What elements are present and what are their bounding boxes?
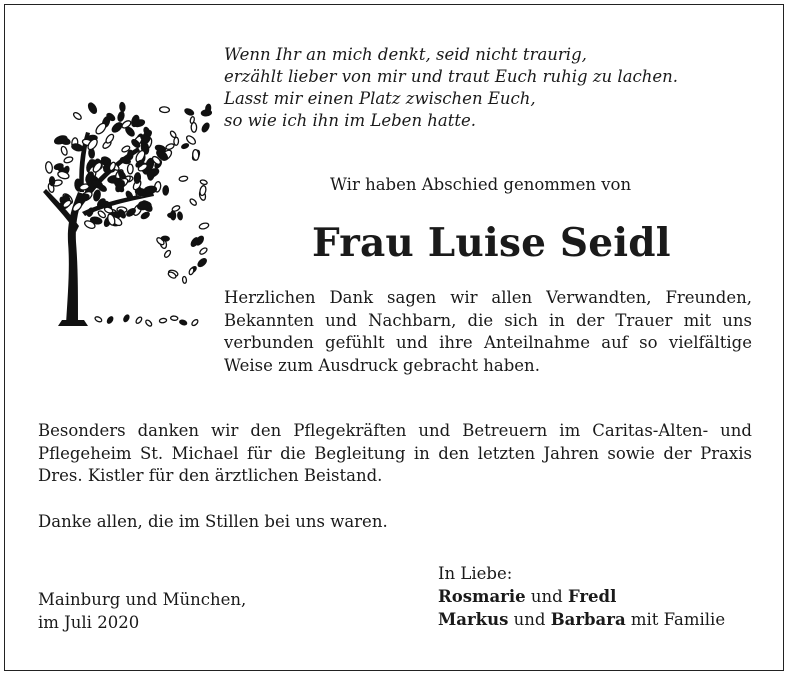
poem-line: so wie ich ihn im Leben hatte.: [224, 111, 477, 130]
signature: [438, 562, 725, 631]
place-date: [38, 589, 246, 634]
windblown-tree-icon: [38, 92, 213, 327]
place-line: Mainburg und München,: [38, 590, 247, 609]
signature-line-1: [438, 585, 725, 608]
conjunction: und: [525, 587, 568, 606]
signer-name: Barbara: [550, 610, 626, 629]
thanks-paragraph: Herzlichen Dank sagen wir allen Verwandten, Freunden, Bekannten und Nachbarn, die sich in der Trauer mit uns verbunden gefühlt und ihre Anteilnahme auf so vielfältige Weise zum Ausdruck gebracht haben.: [224, 288, 752, 375]
announcement: Wir haben Abschied genommen von: [330, 175, 632, 194]
poem-line: Lasst mir einen Platz zwischen Euch,: [224, 89, 536, 108]
thanks-paragraph: Besonders danken wir den Pflegekräften und Betreuern im Caritas-Alten- und Pflegeheim St. Michael für die Begleitung in den letzten Jahren sowie der Praxis Dres. Kistler für den ärztlichen Beistand.: [38, 421, 752, 485]
signer-name: Rosmarie: [438, 587, 526, 606]
thanks-paragraph: Danke allen, die im Stillen bei uns waren.: [38, 512, 388, 531]
deceased-name: Frau Luise Seidl: [312, 220, 671, 266]
signature-line-2: [438, 608, 725, 631]
date-line: im Juli 2020: [38, 612, 140, 632]
conjunction: und: [508, 610, 551, 629]
signer-name: Markus: [438, 610, 509, 629]
signature-intro: In Liebe:: [438, 564, 513, 583]
poem-line: erzählt lieber von mir und traut Euch ruhig zu lachen.: [224, 67, 679, 86]
poem-line: Wenn Ihr an mich denkt, seid nicht traurig,: [224, 45, 587, 64]
poem: [224, 44, 764, 132]
signer-name: Fredl: [567, 587, 617, 606]
signature-suffix: mit Familie: [625, 610, 726, 629]
